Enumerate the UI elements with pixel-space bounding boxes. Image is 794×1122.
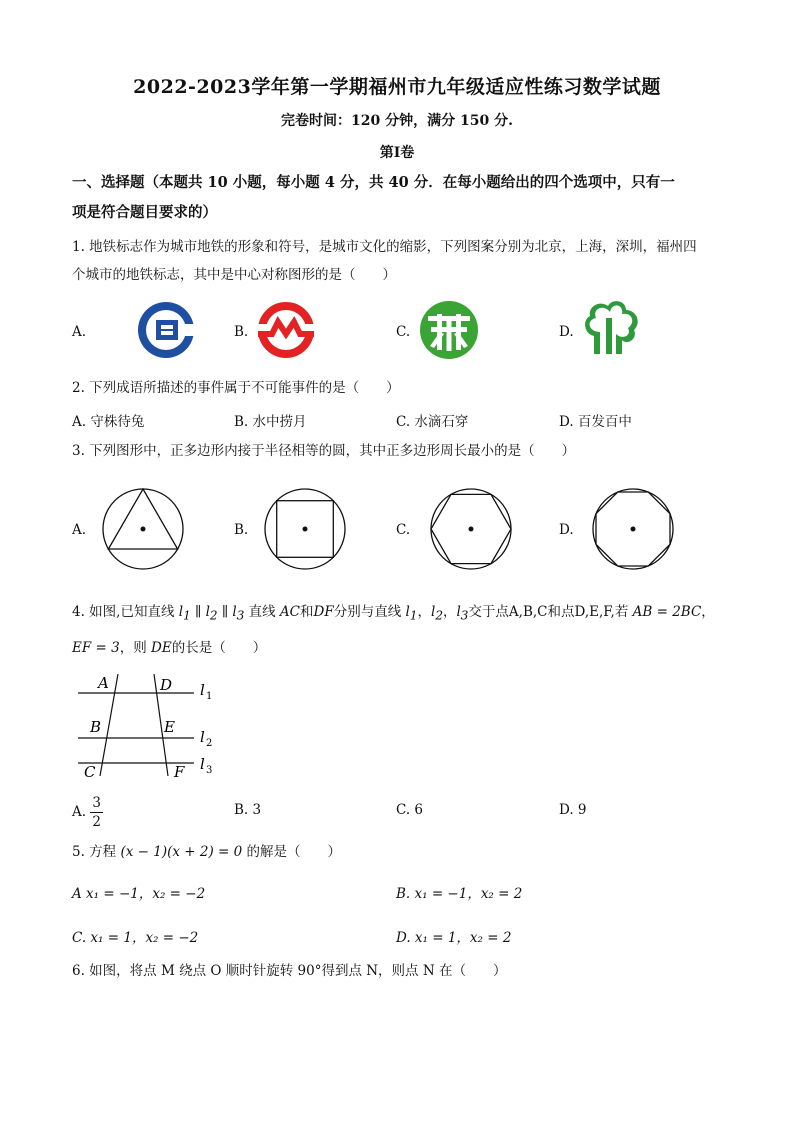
- question-4-stem: 4. 如图,已知直线 $l_1$ ∥ $l_2$ ∥ $l_3$ 直线 AC和DF分别与直线 $l_1$，$l_2$，$l_3$交于点A,B,C和点D,E,F,若 AB = 2BC，: [72, 604, 715, 623]
- q5-option-b: B. x₁ = −1，x₂ = 2: [396, 886, 523, 902]
- exam-info: 完卷时间：120 分钟，满分 150 分.: [281, 113, 513, 129]
- fuzhou-metro-logo: [580, 296, 646, 360]
- q5-option-c: C. x₁ = 1，x₂ = −2: [72, 930, 199, 946]
- label-l3: l: [200, 755, 205, 773]
- question-5-stem: 5. 方程 (x − 1)(x + 2) = 0 的解是（ ）: [72, 844, 342, 860]
- label-B: B: [90, 718, 102, 736]
- label-l2: l: [200, 728, 205, 746]
- label-D: D: [160, 676, 173, 694]
- q5-option-a: A x₁ = −1，x₂ = −2: [72, 886, 206, 902]
- volume-label: 第I卷: [379, 145, 415, 161]
- circle-octagon-figure: [590, 486, 676, 572]
- q2-option-b: B. 水中捞月: [234, 414, 307, 430]
- circle-triangle-figure: [100, 486, 186, 572]
- q1-option-c-label: C.: [396, 324, 411, 340]
- circle-hexagon-figure: [428, 486, 514, 572]
- label-A: A: [98, 674, 109, 692]
- svg-text:2: 2: [206, 738, 213, 749]
- svg-text:1: 1: [206, 691, 213, 702]
- label-E: E: [164, 718, 175, 736]
- q1-option-d-label: D.: [559, 324, 574, 340]
- label-F: F: [174, 763, 185, 781]
- svg-text:3: 3: [206, 765, 213, 776]
- q4-option-b: B. 3: [234, 802, 262, 818]
- q3-option-d-label: D.: [559, 522, 574, 538]
- q5-equation: (x − 1)(x + 2) = 0: [120, 844, 243, 860]
- q2-option-c: C. 水滴石穿: [396, 414, 469, 430]
- shanghai-metro-logo: [256, 300, 316, 360]
- page-title: 2022-2023学年第一学期福州市九年级适应性练习数学试题: [133, 76, 661, 98]
- circle-square-figure: [262, 486, 348, 572]
- q3-option-a-label: A.: [72, 522, 87, 538]
- shenzhen-metro-logo: [418, 300, 480, 360]
- label-C: C: [84, 763, 96, 781]
- question-1-stem: 1. 地铁标志作为城市地铁的形象和符号，是城市文化的缩影，下列图案分别为北京，上海，深圳，福州四 个城市的地铁标志，其中是中心对称图形的是（ ）: [72, 239, 697, 283]
- q3-option-c-label: C.: [396, 522, 411, 538]
- q1-option-a-label: A.: [72, 324, 87, 340]
- q1-option-b-label: B.: [234, 324, 249, 340]
- beijing-subway-logo: [134, 300, 200, 360]
- question-6-stem: 6. 如图，将点 M 绕点 O 顺时针旋转 90°得到点 N，则点 N 在（ ）: [72, 963, 507, 979]
- q3-option-b-label: B.: [234, 522, 249, 538]
- q4-option-a: A. $\frac{3}{2}$: [72, 795, 101, 830]
- q2-option-d: D. 百发百中: [559, 414, 632, 430]
- label-l1: l: [200, 681, 205, 699]
- q5-option-d: D. x₁ = 1，x₂ = 2: [396, 930, 512, 946]
- question-4-stem-line2: EF = 3，则 DE的长是（ ）: [72, 640, 267, 656]
- q4-option-c: C. 6: [396, 802, 424, 818]
- section-heading: 一、选择题（本题共 10 小题，每小题 4 分，共 40 分．在每小题给出的四个选项中，只有一 项是符合题目要求的）: [72, 174, 675, 221]
- question-3-stem: 3. 下列图形中，正多边形内接于半径相等的圆，其中正多边形周长最小的是（ ）: [72, 443, 576, 459]
- q2-option-a: A. 守株待兔: [72, 414, 145, 430]
- question-2-stem: 2. 下列成语所描述的事件属于不可能事件的是（ ）: [72, 380, 400, 396]
- parallel-lines-figure: [72, 668, 232, 784]
- q4-option-d: D. 9: [559, 802, 587, 818]
